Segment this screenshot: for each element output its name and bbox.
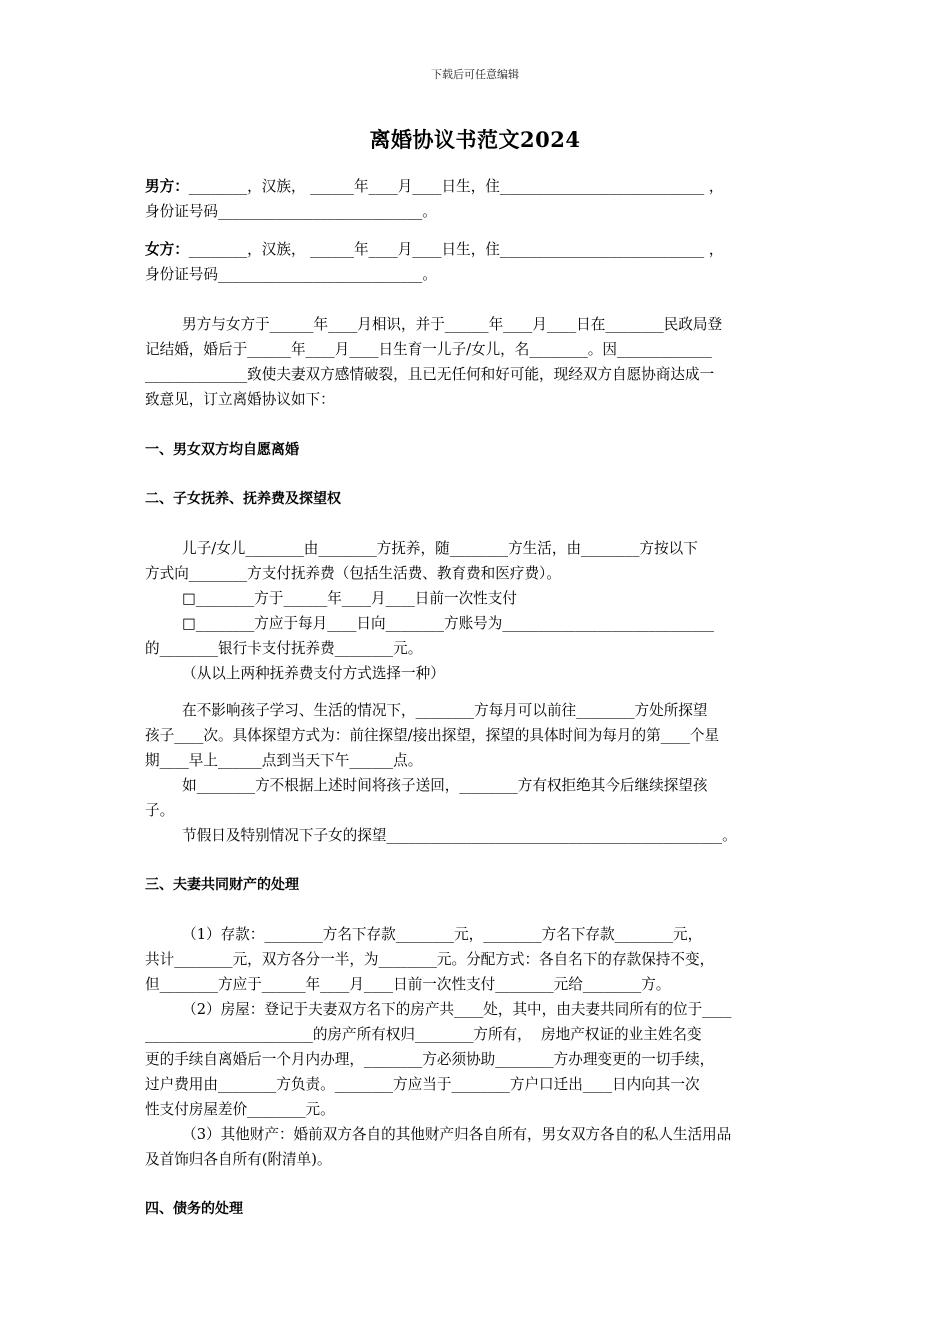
section-heading-2: 二、子女抚养、抚养费及探望权 [145, 491, 341, 507]
female-id-line: 身份证号码____________________________。 [145, 266, 437, 283]
intro-line: 致意见，订立离婚协议如下： [145, 391, 335, 408]
section-heading-1: 一、男女双方均自愿离婚 [145, 442, 299, 458]
custody-line: 儿子/女儿________由________方抚养，随________方生活，由________方按以下 [145, 540, 698, 557]
document-title: 离婚协议书范文2024 [369, 127, 581, 152]
payment-option-2: □________方应于每月____日向________方账号为_____________________________ [145, 615, 714, 632]
section-heading-4: 四、债务的处理 [145, 1201, 243, 1217]
visitation-line: 期____早上______点到当天下午______点。 [145, 752, 423, 769]
visitation-line: 在不影响孩子学习、生活的情况下，________方每月可以前往________方处所探望 [145, 702, 708, 719]
deposit-line: （1）存款：________方名下存款________元，________方名下存款________元， [145, 926, 703, 943]
custody-line: 方式向________方支付抚养费（包括生活费、教育费和医疗费）。 [145, 565, 561, 582]
house-line: 过户费用由________方负责。________方应当于________方户口迁出____日内向其一次 [145, 1076, 700, 1093]
payment-note: （从以上两种抚养费支付方式选择一种） [145, 665, 445, 682]
header-note: 下载后可任意编辑 [431, 68, 519, 81]
visitation-line: 子。 [145, 802, 175, 819]
holiday-visitation-line: 节假日及特别情况下子女的探望______________________________________________。 [145, 827, 737, 844]
party-label: 女方： [145, 241, 189, 258]
male-id-line: 身份证号码____________________________。 [145, 203, 437, 220]
visitation-line: 如________方不根据上述时间将孩子送回，________方有权拒绝其今后继续探望孩 [145, 777, 708, 794]
deposit-line: 但________方应于______年____月____日前一次性支付________元给________方。 [145, 976, 671, 993]
male-party-line [145, 178, 810, 196]
other-property-line: 及首饰归各自所有(附清单)。 [145, 1151, 332, 1168]
house-line: _______________________的房产所有权归________方所有， 房地产权证的业主姓名变 [145, 1026, 702, 1043]
intro-line: 男方与女方于______年____月相识，并于______年____月____日在________民政局登 [145, 316, 723, 333]
house-line: 更的手续自离婚后一个月内办理，________方必须协助________方办理变更的一切手续， [145, 1051, 715, 1068]
house-line: 性支付房屋差价________元。 [145, 1101, 335, 1118]
party-details: ________，汉族， ______年____月____日生，住____________________________ ， [188, 178, 724, 195]
other-property-line: （3）其他财产：婚前双方各自的其他财产归各自所有，男女双方各自的私人生活用品 [145, 1126, 732, 1143]
intro-line: ______________致使夫妻双方感情破裂，且已无任何和好可能，现经双方自愿协商达成一 [145, 366, 715, 383]
female-party-line [145, 241, 810, 259]
payment-option-1: □________方于______年____月____日前一次性支付 [145, 590, 517, 607]
payment-option-2-cont: 的________银行卡支付抚养费________元。 [145, 640, 423, 657]
visitation-line: 孩子____次。具体探望方式为：前往探望/接出探望，探望的具体时间为每月的第____个星 [145, 727, 720, 744]
intro-line: 记结婚，婚后于______年____月____日生育一儿子/女儿，名________。因_____________ [145, 341, 712, 358]
section-heading-3: 三、夫妻共同财产的处理 [145, 877, 299, 893]
deposit-line: 共计________元，双方各分一半，为________元。分配方式：各自名下的存款保持不变， [145, 951, 715, 968]
house-line: （2）房屋：登记于夫妻双方名下的房产共____处，其中，由夫妻共同所有的位于____ [145, 1001, 732, 1018]
party-label: 男方： [145, 178, 189, 195]
party-details: ________，汉族， ______年____月____日生，住____________________________ ， [188, 241, 724, 258]
